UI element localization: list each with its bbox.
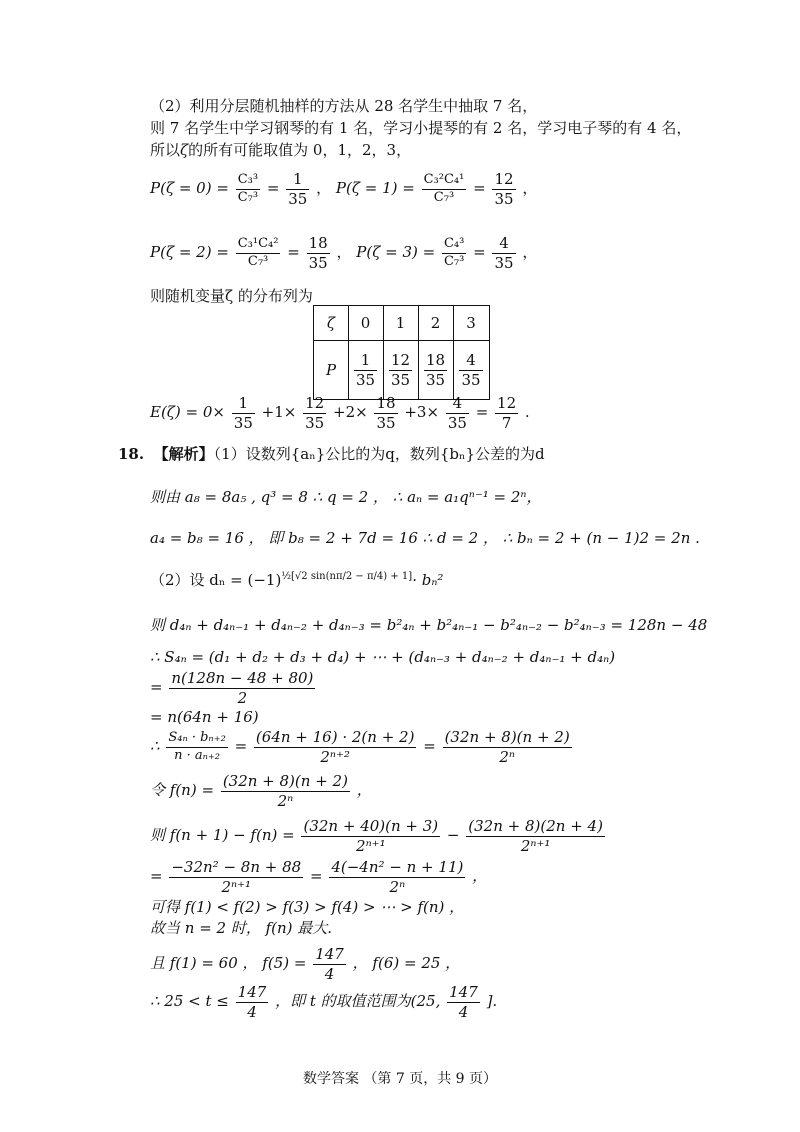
q18-line-7: ∴ $\frac{\text{S₄ₙ · bₙ₊₂}}{\text{n · aₙ₊₂}}$ = $\frac{(64n + 16) \cdot 2(n + 2)}{\text{2ⁿ⁺²}}$ = $\frac{(32n + 8)(n + 2)}{\text{2ⁿ}}$ [150, 728, 570, 766]
table-cell-p3: $\frac{4}{35}$ [461, 351, 481, 389]
prob-row-1: P(ζ = 0) = $\frac{\text{C₃³}}{\text{C₇³}}$ = $\frac{1}{35}$ ， P(ζ = 1) = $\frac{\text{C₃²C₄¹}}{\text{C₇³}}$ = $\frac{12}{35}$ ， [150, 170, 538, 208]
table-head-3: 3 [466, 314, 476, 332]
q18-line-9: 则 f(n + 1) − f(n) = $\frac{(32n + 40)(n + 3)}{\text{2ⁿ⁺¹}}$ − $\frac{(32n + 8)(2n + 4)}{\text{2ⁿ⁺¹}}$ [150, 817, 603, 855]
q18-line-10: = $\frac{\text{−32n² − 8n + 88}}{\text{2ⁿ⁺¹}}$ = $\frac{\text{4(−4n² − n + 11)}}{\text{2ⁿ}}$ ， [150, 858, 488, 896]
q18-line-11: 可得 f(1) < f(2) > f(3) > f(4) > ⋯ > f(n) ， [150, 898, 465, 916]
table-head-2: 2 [430, 314, 441, 332]
table-head-0: 0 [360, 314, 371, 332]
q18-line-5: = $\frac{n(128n - 48 + 80)}{2}$ [150, 669, 314, 707]
dist-intro: 则随机变量ζ 的分布列为 [150, 287, 313, 305]
q18-line-13: 且 f(1) = 60 ， f(5) = $\frac{147}{4}$ ， f(6) = 25 ， [150, 945, 461, 983]
expectation-line: E(ζ) = 0× $\frac{1}{35}$ +1× $\frac{12}{35}$ +2× $\frac{18}{35}$ +3× $\frac{4}{35}$ = $\frac{12}{7}$ . [150, 394, 530, 432]
table-cell-p1: $\frac{12}{35}$ [390, 351, 411, 389]
q18-part2-def: （2）设 $d_n = (-1)^{\frac{1}{2}[√2 sin(n\pi/2 - \pi/4) + 1]}\cdot b_n^2$ [150, 571, 444, 589]
q18-line-8: 令 f(n) = $\frac{(32n + 8)(n + 2)}{\text{2ⁿ}}$ ， [150, 772, 372, 810]
page-footer: 数学答案 （第 7 页，共 9 页） [302, 1071, 498, 1087]
q18-line-12: 故当 n = 2 时， f(n) 最大. [150, 919, 333, 937]
q18-line-14: ∴ 25 < t ≤ $\frac{147}{4}$ ，即 t 的取值范围为(25, $\frac{147}{4}$ ]. [150, 983, 498, 1021]
q18-line-6: = n(64n + 16) [150, 708, 259, 726]
table-head-1: 1 [395, 314, 406, 332]
table-row-label: P [325, 361, 337, 379]
q18-heading: 18. 【解析】（1）设数列{aₙ}公比的为q，数列{bₙ}公差的为d [118, 445, 545, 463]
table-cell-p0: $\frac{1}{35}$ [355, 351, 376, 389]
table-cell-p2: $\frac{18}{35}$ [425, 351, 446, 389]
part2-line3: 所以ζ的所有可能取值为 0，1，2，3， [150, 141, 412, 159]
part2-line1: （2）利用分层随机抽样的方法从 28 名学生中抽取 7 名， [150, 97, 538, 115]
q18-line-1: 则由 a₈ = 8a₅ , q³ = 8 ∴ q = 2 ， ∴ aₙ = a₁qⁿ⁻¹ = 2ⁿ， [150, 488, 542, 506]
q18-line-4: ∴ S₄ₙ = (d₁ + d₂ + d₃ + d₄) + ⋯ + (d₄ₙ₋₃ + d₄ₙ₋₂ + d₄ₙ₋₁ + d₄ₙ) [150, 648, 616, 666]
prob-row-2: P(ζ = 2) = $\frac{\text{C₃¹C₄²}}{\text{C₇³}}$ = $\frac{18}{35}$ ， P(ζ = 3) = $\frac{\text{C₄³}}{\text{C₇³}}$ = $\frac{4}{35}$ ， [150, 234, 538, 272]
part2-line2: 则 7 名学生中学习钢琴的有 1 名，学习小提琴的有 2 名，学习电子琴的有 4 名， [150, 119, 692, 137]
q18-line-3: 则 d₄ₙ + d₄ₙ₋₁ + d₄ₙ₋₂ + d₄ₙ₋₃ = b²₄ₙ + b²₄ₙ₋₁ − b²₄ₙ₋₂ − b²₄ₙ₋₃ = 128n − 48 [150, 616, 708, 634]
q18-line-2: a₄ = b₈ = 16 ， 即 b₈ = 2 + 7d = 16 ∴ d = 2 ， ∴ bₙ = 2 + (n − 1)2 = 2n . [150, 529, 700, 547]
distribution-table [313, 305, 490, 400]
table-head-var: ζ [326, 314, 336, 332]
